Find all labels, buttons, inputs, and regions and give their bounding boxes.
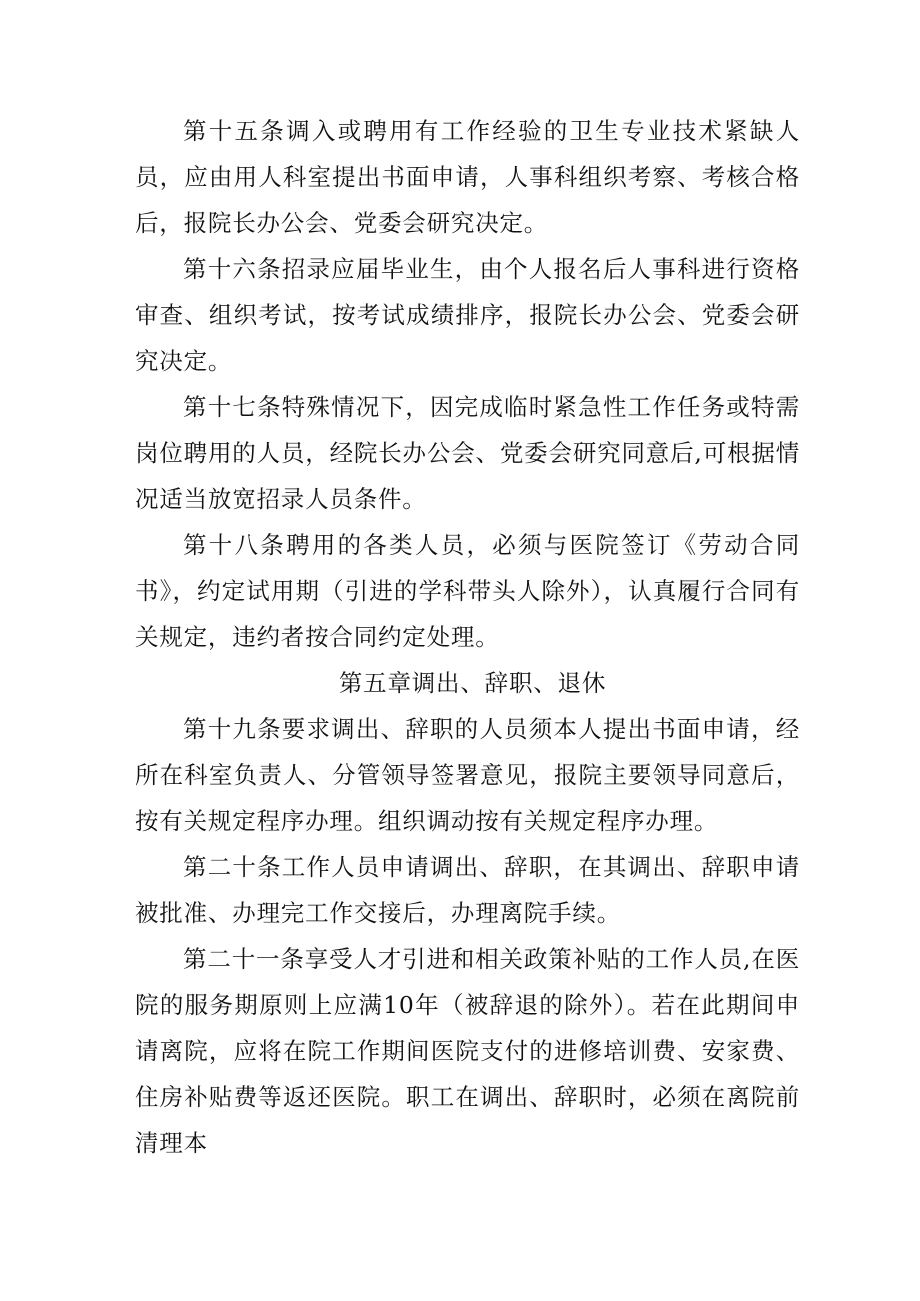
chapter-5-heading: 第五章调出、辞职、退休 (338, 669, 607, 697)
article-15-paragraph: 第十五条调入或聘用有工作经验的卫生专业技术紧缺人员，应由用人科室提出书面申请，人事科组织考察、考核合格后，报院长办公会、党委会研究决定。 (135, 117, 800, 237)
article-21-paragraph: 第二十一条享受人才引进和相关政策补贴的工作人员,在医院的服务期原则上应满10年（被辞退的除外）。若在此期间申请离院，应将在院工作期间医院支付的进修培训费、安家费、住房补贴费等返还医院。职工在调出、辞职时，必须在离院前清理本 (135, 945, 800, 1157)
article-17-paragraph: 第十七条特殊情况下，因完成临时紧急性工作任务或特需岗位聘用的人员，经院长办公会、党委会研究同意后,可根据情况适当放宽招录人员条件。 (135, 393, 800, 513)
article-20-paragraph: 第二十条工作人员申请调出、辞职，在其调出、辞职申请被批准、办理完工作交接后，办理离院手续。 (135, 853, 800, 927)
article-16-paragraph: 第十六条招录应届毕业生，由个人报名后人事科进行资格审查、组织考试，按考试成绩排序，报院长办公会、党委会研究决定。 (135, 255, 800, 375)
document-body (135, 108, 800, 1166)
article-18-paragraph: 第十八条聘用的各类人员，必须与医院签订《劳动合同书》，约定试用期（引进的学科带头人除外），认真履行合同有关规定，违约者按合同约定处理。 (135, 531, 800, 651)
article-19-paragraph: 第十九条要求调出、辞职的人员须本人提出书面申请，经所在科室负责人、分管领导签署意见，报院主要领导同意后，按有关规定程序办理。组织调动按有关规定程序办理。 (135, 715, 800, 835)
